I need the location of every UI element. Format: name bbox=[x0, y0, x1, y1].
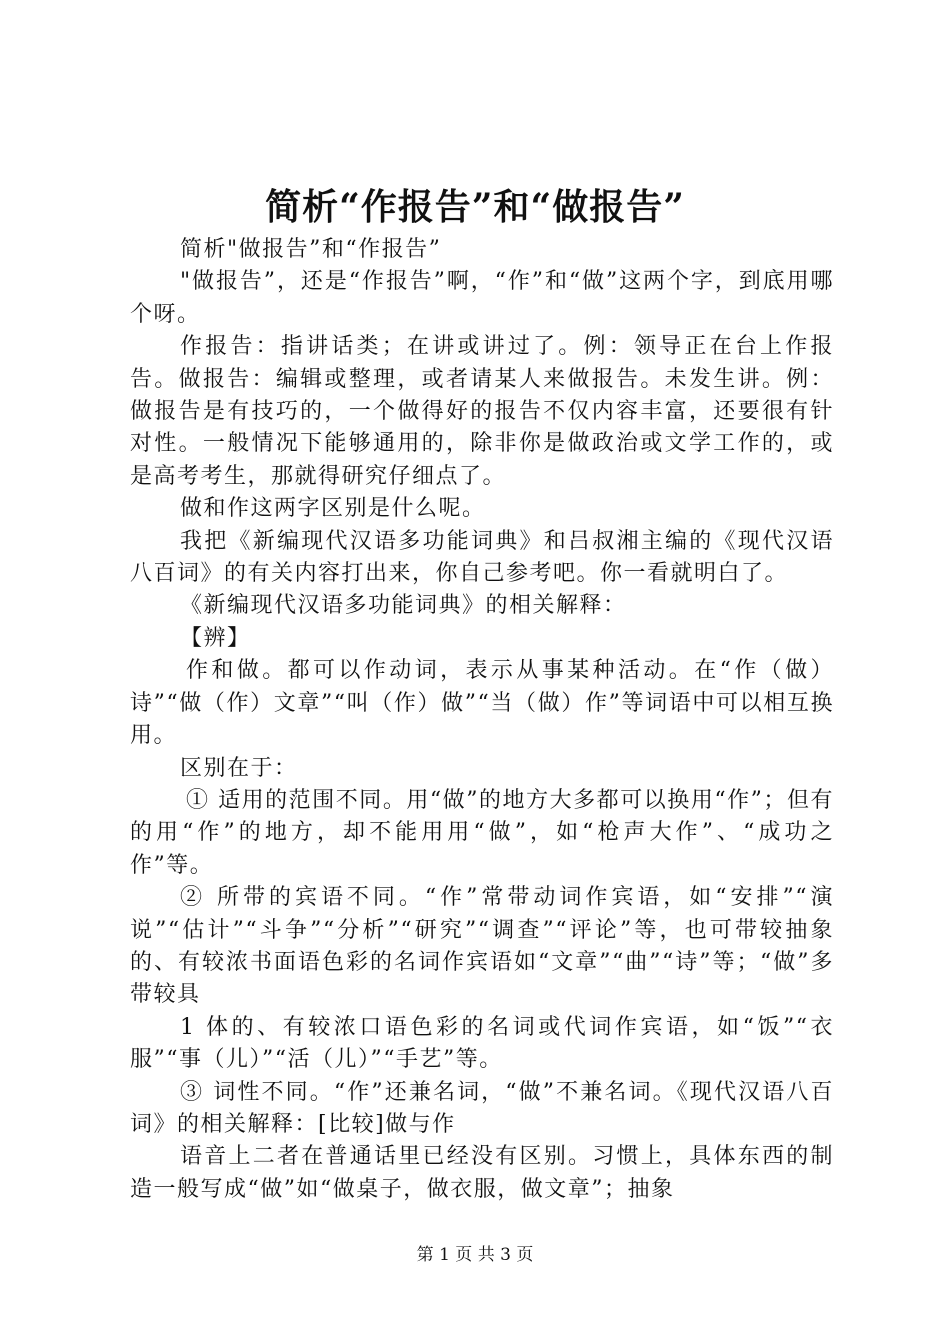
paragraph: 我把《新编现代汉语多功能词典》和吕叔湘主编的《现代汉语八百词》的有关内容打出来，你自己参考吧。你一看就明白了。 bbox=[130, 528, 834, 587]
document-body bbox=[130, 234, 834, 1206]
paragraph: 作和做。都可以作动词，表示从事某种活动。在“作（做）诗”“做（作）文章”“叫（作）做”“当（做）作”等词语中可以相互换用。 bbox=[130, 658, 834, 749]
paragraph: 做和作这两字区别是什么呢。 bbox=[180, 496, 486, 522]
document-title: 简析“作报告”和“做报告” bbox=[265, 186, 685, 228]
paragraph: 作报告：指讲话类；在讲或讲过了。例：领导正在台上作报告。做报告：编辑或整理，或者请某人来做报告。未发生讲。例：做报告是有技巧的，一个做得好的报告不仅内容丰富，还要很有针对性。一般情况下能够通用的，除非你是做政治或文学工作的，或是高考考生，那就得研究仔细点了。 bbox=[130, 334, 834, 489]
paragraph: ② 所带的宾语不同。“作”常带动词作宾语，如“安排”“演说”“估计”“斗争”“分析”“研究”“调查”“评论”等，也可带较抽象的、有较浓书面语色彩的名词作宾语如“文章”“曲”“诗”等；“做”多带较具 bbox=[130, 885, 834, 1008]
paragraph: 1 体的、有较浓口语色彩的名词或代词作宾语，如“饭”“衣服”“事（儿）”“活（儿）”“手艺”等。 bbox=[130, 1014, 834, 1073]
paragraph: 区别在于： bbox=[180, 755, 298, 781]
page-footer: 第 1 页 共 3 页 bbox=[416, 1245, 534, 1265]
paragraph: ① 适用的范围不同。用“做”的地方大多都可以换用“作”；但有的用“作”的地方，却不能用用“做”，如“枪声大作”、“成功之作”等。 bbox=[130, 787, 834, 878]
paragraph: 语音上二者在普通话里已经没有区别。习惯上，具体东西的制造一般写成“做”如“做桌子，做衣服，做文章”；抽象 bbox=[130, 1144, 834, 1202]
paragraph: 《新编现代汉语多功能词典》的相关解释： bbox=[180, 593, 627, 619]
paragraph: 简析"做报告”和“作报告” bbox=[180, 237, 442, 262]
paragraph: 【辨】 bbox=[180, 625, 251, 651]
paragraph: "做报告”，还是“作报告”啊，“作”和“做”这两个字，到底用哪个呀。 bbox=[130, 269, 834, 327]
paragraph: ③ 词性不同。“作”还兼名词，“做”不兼名词。《现代汉语八百词》的相关解释：[比较]做与作 bbox=[130, 1079, 834, 1137]
